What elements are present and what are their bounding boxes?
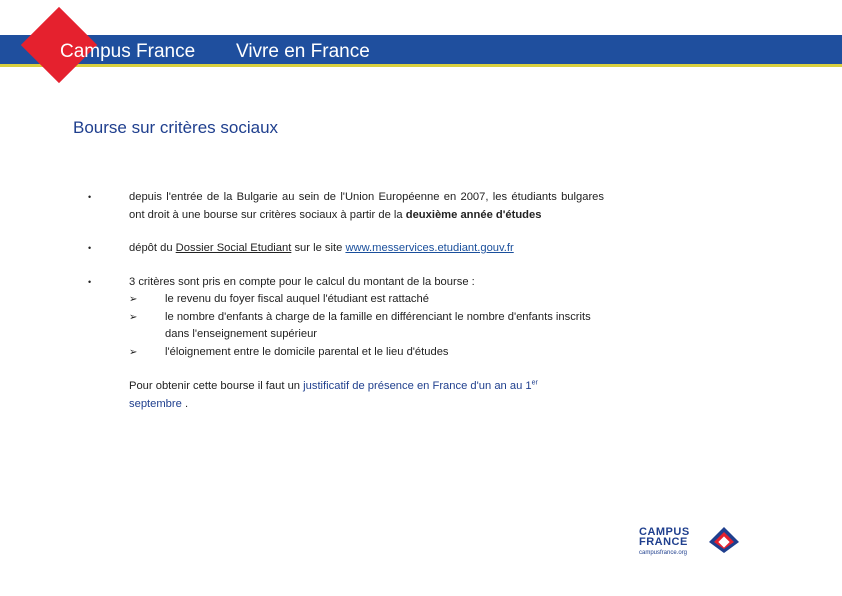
arrow-bullet-icon: ➢ bbox=[129, 346, 138, 358]
eligibility-text: depuis l'entrée de la Bulgarie au sein de l'Union Européenne en 2007, les étudiants bulgares ont droit à une bourse sur critères sociaux à partir de la bbox=[129, 191, 604, 221]
criteria-text: le nombre d'enfants à charge de la famille en différenciant le nombre d'enfants inscrits dans l'enseignement supérieur bbox=[165, 310, 591, 340]
criteria-text: l'éloignement entre le domicile parental et le lieu d'études bbox=[165, 345, 449, 358]
note-period: . bbox=[184, 397, 189, 410]
criteria-item bbox=[129, 344, 604, 362]
campus-france-logo-mark-icon bbox=[705, 526, 743, 554]
bullet-dot-icon: • bbox=[88, 276, 92, 287]
section-title: Vivre en France bbox=[236, 41, 370, 62]
criteria-text: le revenu du foyer fiscal auquel l'étudiant est rattaché bbox=[165, 293, 429, 305]
brand-name: Campus France bbox=[60, 41, 196, 62]
note-paragraph bbox=[88, 378, 604, 413]
eligibility-bold: deuxième année d'études bbox=[405, 208, 542, 221]
logo-line1: CAMPUS bbox=[639, 526, 690, 538]
campus-france-logo bbox=[639, 526, 749, 560]
bullet-dot-icon: • bbox=[88, 192, 92, 202]
bullet-dot-icon: • bbox=[88, 243, 92, 253]
content-body bbox=[88, 189, 604, 413]
dossier-social-etudiant: Dossier Social Etudiant bbox=[175, 242, 292, 254]
note-sup: er bbox=[531, 379, 538, 387]
arrow-bullet-icon: ➢ bbox=[129, 311, 138, 323]
messervices-link[interactable]: www.messervices.etudiant.gouv.fr bbox=[345, 242, 514, 254]
note-end: septembre bbox=[129, 397, 182, 410]
page-title: Bourse sur critères sociaux bbox=[73, 118, 279, 137]
logo-url: campusfrance.org bbox=[639, 550, 688, 556]
logo-line2: FRANCE bbox=[639, 536, 688, 548]
arrow-bullet-icon: ➢ bbox=[129, 294, 138, 305]
bullet-item-criteria bbox=[88, 274, 604, 362]
criteria-item bbox=[129, 291, 604, 309]
bullet-item-eligibility bbox=[88, 189, 604, 224]
bullet-item-application bbox=[88, 240, 604, 258]
application-middle: sur le site bbox=[291, 242, 346, 254]
criteria-item bbox=[129, 309, 604, 344]
application-prefix: dépôt du bbox=[129, 242, 176, 254]
criteria-intro: 3 critères sont pris en compte pour le calcul du montant de la bourse : bbox=[129, 275, 475, 288]
note-prefix: Pour obtenir cette bourse il faut un bbox=[129, 380, 304, 392]
note-highlight: justificatif de présence en France d'un an au 1 bbox=[303, 380, 532, 392]
